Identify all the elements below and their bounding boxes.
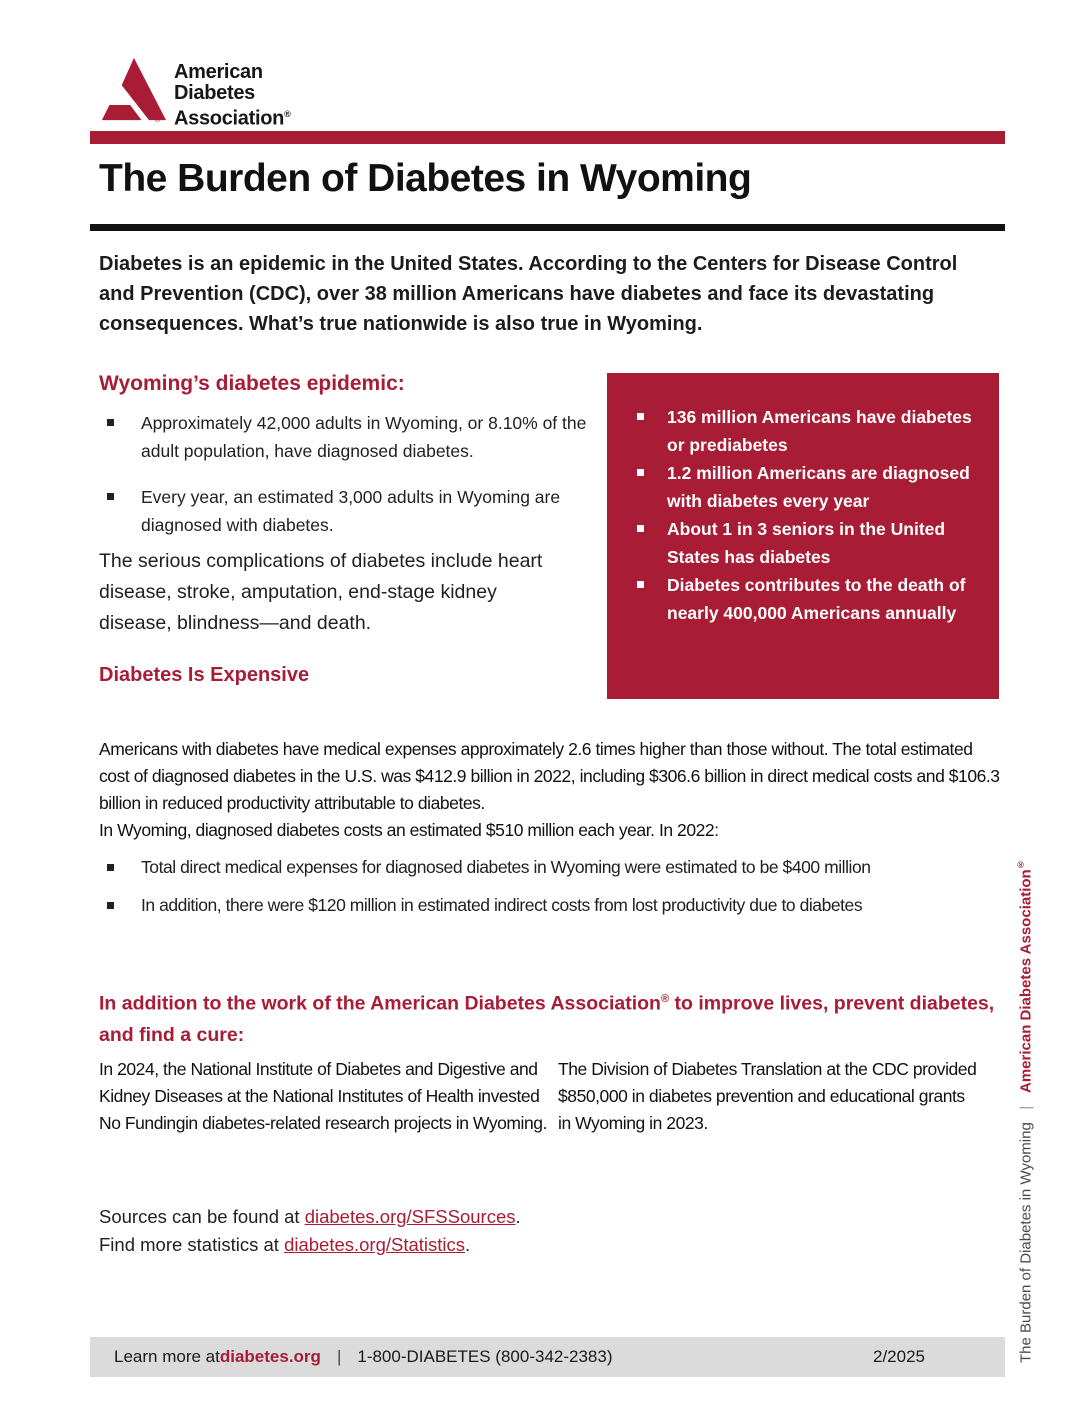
sources-block xyxy=(99,1203,619,1259)
footer-left xyxy=(114,1347,613,1367)
statistics-link[interactable]: diabetes.org/Statistics xyxy=(284,1234,466,1255)
ada-triangle-icon xyxy=(100,56,166,122)
intro-paragraph: Diabetes is an epidemic in the United States. According to the Centers for Disease Control and Prevention (CDC), over 38 million Americans have diabetes and face its devastating consequences. What’s true nationwide is also true in Wyoming. xyxy=(99,253,958,335)
registered-mark: ® xyxy=(284,109,291,119)
list-item: About 1 in 3 seniors in the United States has diabetes xyxy=(629,515,981,571)
footer-learn-text: Learn more at xyxy=(114,1347,220,1366)
sources-line-2: Find more statistics at diabetes.org/Statistics. xyxy=(99,1234,471,1255)
expensive-heading: Diabetes Is Expensive xyxy=(99,664,310,686)
logo-line-2: Diabetes xyxy=(174,82,255,104)
sources-link[interactable]: diabetes.org/SFSSources xyxy=(304,1206,516,1227)
sidebar-doc-title: The Burden of Diabetes in Wyoming xyxy=(1017,1122,1035,1363)
cost-bullet-list xyxy=(99,854,1005,930)
ada-logo-text xyxy=(174,56,290,130)
list-item: Diabetes contributes to the death of nearly 400,000 Americans annually xyxy=(629,571,981,627)
epidemic-heading: Wyoming’s diabetes epidemic: xyxy=(99,372,405,395)
sidebar-org-name: American Diabetes Association® xyxy=(1015,859,1035,1094)
list-item: In addition, there were $120 million in estimated indirect costs from lost productivity due to diabetes xyxy=(99,892,1005,919)
logo-line-3: Association® xyxy=(174,107,291,130)
registered-mark: ® xyxy=(1015,859,1026,870)
national-stats-callout-box xyxy=(607,373,999,699)
sources-line-1: Sources can be found at diabetes.org/SFSSources. xyxy=(99,1206,521,1227)
page-title: The Burden of Diabetes in Wyoming xyxy=(99,157,752,200)
ada-logo xyxy=(100,56,290,130)
stats-bullet-list xyxy=(629,403,981,627)
list-item: 1.2 million Americans are diagnosed with diabetes every year xyxy=(629,459,981,515)
complications-paragraph: The serious complications of diabetes include heart disease, stroke, amputation, end-stage kidney disease, blindness—and death. xyxy=(99,550,543,634)
list-item: Every year, an estimated 3,000 adults in Wyoming are diagnosed with diabetes. xyxy=(99,483,591,539)
list-item: Total direct medical expenses for diagnosed diabetes in Wyoming were estimated to be $400 million xyxy=(99,854,1005,881)
vertical-sidebar-text xyxy=(1008,859,1042,1363)
footer-phone: 1-800-DIABETES (800-342-2383) xyxy=(357,1347,613,1366)
logo-line-1: American xyxy=(174,61,263,83)
list-item: Approximately 42,000 adults in Wyoming, or 8.10% of the adult population, have diagnosed diabetes. xyxy=(99,409,591,465)
footer-bar xyxy=(90,1337,1005,1377)
nih-funding-paragraph: In 2024, the National Institute of Diabetes and Digestive and Kidney Diseases at the National Institutes of Health invested No Fundingin diabetes-related research projects in Wyoming. xyxy=(99,1059,547,1133)
diabetes-org-link[interactable]: diabetes.org xyxy=(219,1347,321,1366)
registered-mark: ® xyxy=(660,993,670,1005)
svg-text:®: ® xyxy=(154,115,161,122)
cost-paragraph-state: In Wyoming, diagnosed diabetes costs an estimated $510 million each year. In 2022: xyxy=(99,820,719,840)
ada-work-heading: In addition to the work of the American Diabetes Association® to improve lives, prevent diabetes, and find a cure: xyxy=(99,992,995,1046)
cdc-grants-paragraph: The Division of Diabetes Translation at the CDC provided $850,000 in diabetes prevention and educational grants in Wyoming in 2023. xyxy=(558,1059,977,1133)
list-item: 136 million Americans have diabetes or prediabetes xyxy=(629,403,981,459)
footer-date: 2/2025 xyxy=(873,1347,925,1366)
cost-paragraph-national: Americans with diabetes have medical expenses approximately 2.6 times higher than those without. The total estimated cost of diagnosed diabetes in the U.S. was $412.9 billion in 2022, including $306.6 billion in direct medical costs and $106.3 billion in reduced productivity attributable to diabetes. xyxy=(99,739,1000,813)
epidemic-bullet-list xyxy=(99,409,591,557)
header-red-rule xyxy=(90,131,1005,144)
title-rule xyxy=(90,224,1005,231)
footer-separator: | xyxy=(336,1347,342,1366)
sidebar-separator: | xyxy=(1017,1105,1035,1110)
